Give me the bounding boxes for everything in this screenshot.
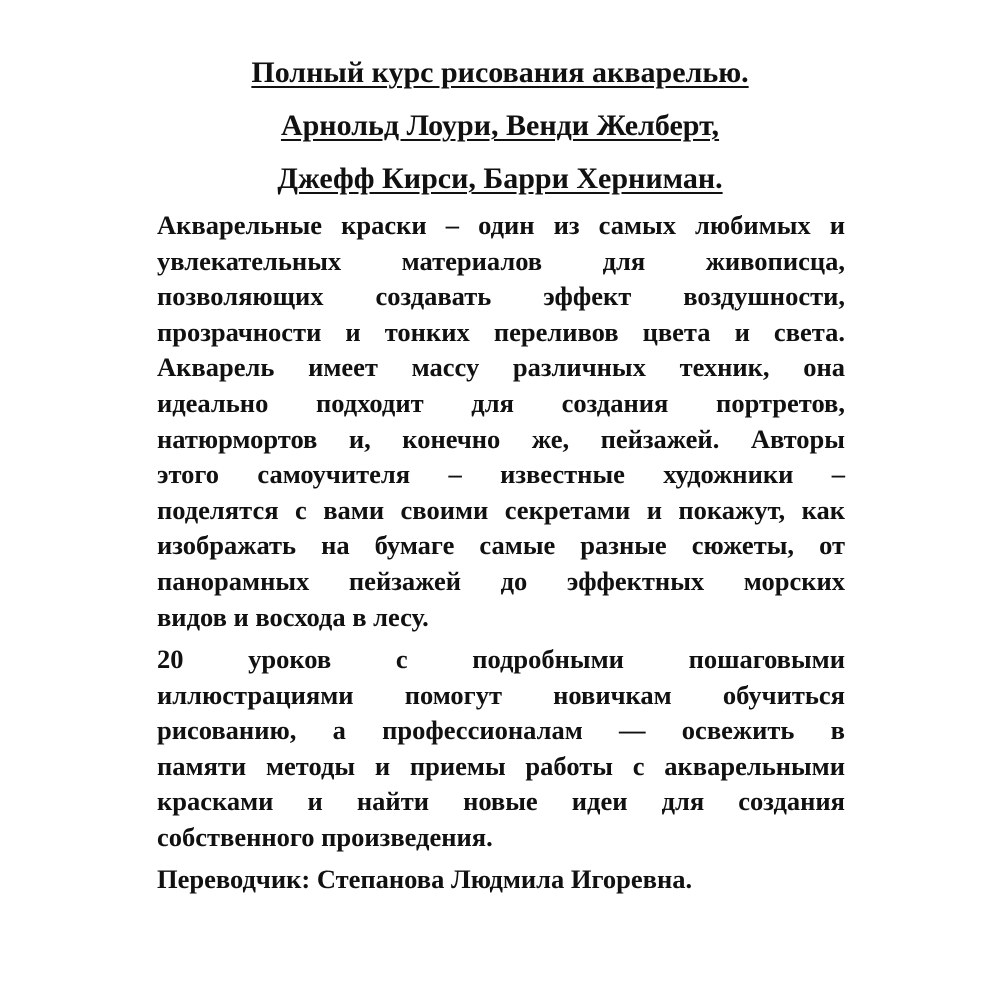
book-title-block <box>0 58 1000 217</box>
text-line: панорамных пейзажей до эффектных морских <box>157 565 845 596</box>
text-line: видов и восхода в лесу. <box>157 601 429 632</box>
text-line: иллюстрациями помогут новичкам обучиться <box>157 679 845 710</box>
translator-paragraph <box>157 862 845 898</box>
authors-line-2: Джефф Кирси, Барри Херниман. <box>277 162 723 195</box>
text-line: позволяющих создавать эффект воздушности, <box>157 281 845 312</box>
text-line: собственного произведения. <box>157 821 493 852</box>
text-line: прозрачности и тонких переливов цвета и света. <box>157 316 845 347</box>
text-line: натюрмортов и, конечно же, пейзажей. Авторы <box>157 423 845 454</box>
text-line: этого самоучителя – известные художники – <box>157 459 845 490</box>
description-paragraph-1 <box>157 208 845 635</box>
translator-credit: Переводчик: Степанова Людмила Игоревна. <box>157 864 693 894</box>
book-title: Полный курс рисования акварелью. <box>251 56 749 89</box>
text-line: поделятся с вами своими секретами и покажут, как <box>157 494 845 525</box>
text-line: идеально подходит для создания портретов, <box>157 387 845 418</box>
text-line: памяти методы и приемы работы с акварельными <box>157 750 845 781</box>
text-line: увлекательных материалов для живописца, <box>157 245 845 276</box>
text-line: изображать на бумаге самые разные сюжеты, от <box>157 530 845 561</box>
text-line: Акварель имеет массу различных техник, она <box>157 352 845 383</box>
description-paragraph-2 <box>157 642 845 856</box>
text-line: 20 уроков с подробными пошаговыми <box>157 644 845 674</box>
text-line: красками и найти новые идеи для создания <box>157 786 845 817</box>
text-line: рисованию, а профессионалам — освежить в <box>157 715 845 746</box>
text-line: Акварельные краски – один из самых любимых и <box>157 210 845 240</box>
authors-line-1: Арнольд Лоури, Венди Желберт, <box>280 109 720 142</box>
